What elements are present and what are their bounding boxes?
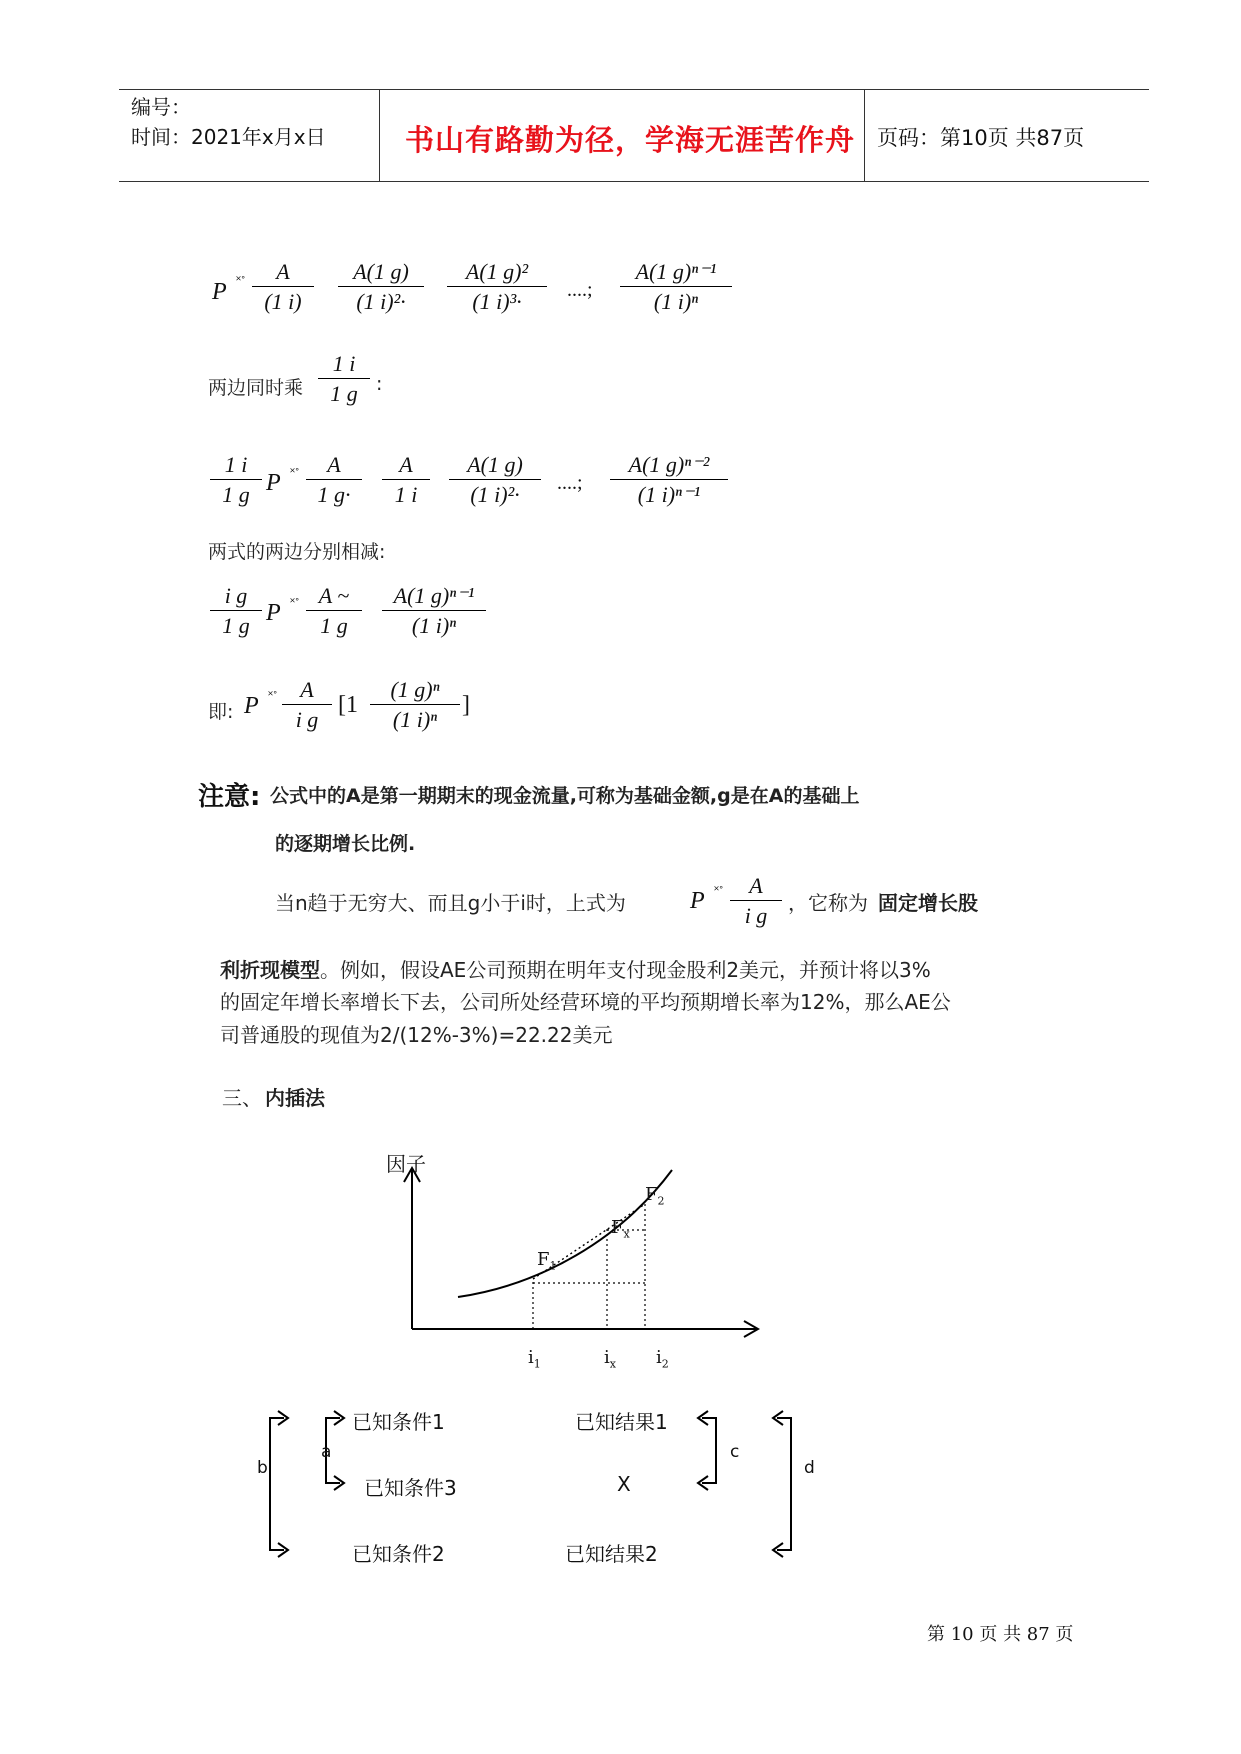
note-line-1: 公式中的A是第一期期末的现金流量,可称为基础金额,g是在A的基础上	[270, 785, 860, 807]
multiply-num: 1 i	[332, 351, 356, 376]
eq1-term4-num: A(1 g)ⁿ⁻¹	[635, 259, 717, 284]
eq2-pre-den: 1 g	[222, 482, 250, 507]
tick-i1-sub: 1	[533, 1357, 541, 1371]
eq2-lhs: P	[266, 470, 281, 496]
eq2-term4-den: (1 i)ⁿ⁻¹	[637, 482, 701, 507]
eq1-term2-num: A(1 g)	[353, 259, 409, 284]
eq4-equals: ˟˚	[268, 688, 278, 703]
header-time-label: 时间：2021年x月x日	[131, 125, 326, 149]
label-f2-main: F	[645, 1184, 658, 1205]
para-line-1a: 当n趋于无穷大、而且g小于i时，上式为	[275, 891, 626, 915]
para-bold-term-a: 固定增长股	[878, 891, 978, 915]
unknown-x: X	[617, 1472, 631, 1496]
multiply-den: 1 g	[330, 381, 358, 406]
tick-ix-main: i	[604, 1347, 610, 1368]
eq2-pre-num: 1 i	[224, 452, 248, 477]
label-b: b	[257, 1458, 268, 1478]
note-line-2: 的逐期增长比例.	[275, 833, 416, 855]
bracket-d	[777, 1418, 791, 1550]
multiply-label: 两边同时乘	[208, 377, 304, 399]
header-motto: 书山有路勤为径，学海无涯苦作舟	[405, 123, 856, 157]
label-f1-main: F	[537, 1249, 550, 1270]
eq4-bracket-close: ]	[462, 692, 470, 718]
multiply-colon: :	[376, 373, 383, 395]
note-label: 注意:	[198, 782, 261, 812]
tick-ix-sub: x	[609, 1357, 616, 1371]
label-fx-sub: x	[623, 1227, 630, 1241]
eq1-term1-den: (1 i)	[264, 289, 302, 314]
eq4-lhs: P	[244, 693, 259, 719]
bracket-c	[702, 1418, 716, 1483]
eq2-term1-num: A	[327, 452, 341, 477]
eq4-prefix: 即:	[208, 701, 234, 723]
chart-ylabel: 因子	[386, 1152, 426, 1176]
eq2-term3-den: (1 i)²·	[470, 482, 520, 507]
eq2-term2-num: A	[399, 452, 413, 477]
eq2-equals: ˟˚	[290, 465, 300, 480]
page-footer: 第 10 页 共 87 页	[927, 1624, 1074, 1645]
eq3-pre-den: 1 g	[222, 613, 250, 638]
eq1-term2-den: (1 i)²·	[356, 289, 406, 314]
eq1-term3-num: A(1 g)²	[465, 259, 529, 284]
para-formula-num: A	[749, 873, 763, 898]
para-formula-lhs: P	[690, 888, 705, 914]
eq2-ellipsis: ....;	[557, 472, 583, 494]
bracket-b	[270, 1418, 284, 1550]
eq4-frac1-den: i g	[295, 707, 319, 732]
para-formula-equals: ˟˚	[714, 883, 724, 898]
eq2-term2-den: 1 i	[394, 482, 418, 507]
eq1-term4-den: (1 i)ⁿ	[653, 289, 699, 314]
label-f2-sub: 2	[657, 1194, 665, 1208]
para-line-1b: ，它称为	[788, 891, 868, 915]
eq1-lhs: P	[212, 279, 227, 305]
eq4-bracket-open: [1	[338, 692, 358, 718]
eq3-pre-num: i g	[224, 583, 248, 608]
tick-i1-main: i	[528, 1347, 534, 1368]
eq2-term4-num: A(1 g)ⁿ⁻²	[628, 452, 710, 477]
eq3-term1-den: 1 g	[320, 613, 348, 638]
tick-i2-sub: 2	[661, 1357, 669, 1371]
eq1-term1-num: A	[276, 259, 290, 284]
para-line-4: 司普通股的现值为2/(12%-3%)=22.22美元	[220, 1023, 613, 1047]
label-a: a	[321, 1442, 332, 1462]
known-result-1: 已知结果1	[575, 1410, 668, 1434]
eq4-frac1-num: A	[300, 677, 314, 702]
eq1-term3-den: (1 i)³·	[472, 289, 522, 314]
label-fx-main: F	[611, 1217, 624, 1238]
subtract-label: 两式的两边分别相减:	[208, 541, 386, 563]
eq3-term1-num: A ~	[318, 583, 350, 608]
label-c: c	[730, 1442, 740, 1462]
known-condition-1: 已知条件1	[352, 1410, 445, 1434]
para-line-2: 。例如，假设AE公司预期在明年支付现金股利2美元，并预计将以3%	[320, 958, 931, 982]
eq1-ellipsis: ....;	[567, 279, 593, 301]
eq2-term1-den: 1 g·	[317, 482, 351, 507]
header-number-label: 编号：	[131, 95, 191, 119]
label-d: d	[804, 1458, 815, 1478]
eq3-lhs: P	[266, 600, 281, 626]
known-condition-3: 已知条件3	[364, 1476, 457, 1500]
eq4-frac2-den: (1 i)ⁿ	[392, 707, 438, 732]
eq2-term3-num: A(1 g)	[467, 452, 523, 477]
label-f1-sub: 1	[549, 1259, 557, 1273]
para-line-3: 的固定年增长率增长下去，公司所处经营环境的平均预期增长率为12%，那么AE公	[220, 990, 951, 1014]
header-page-info: 页码：第10页 共87页	[877, 126, 1085, 150]
eq3-term2-num: A(1 g)ⁿ⁻¹	[393, 583, 475, 608]
eq4-frac2-num: (1 g)ⁿ	[390, 677, 440, 702]
tick-i2-main: i	[656, 1347, 662, 1368]
section-title: 内插法	[265, 1086, 325, 1110]
para-bold-term-b: 利折现模型	[220, 958, 320, 982]
section-number: 三、	[222, 1086, 262, 1110]
eq1-equals: ˟˚	[236, 273, 246, 288]
eq3-equals: ˟˚	[290, 595, 300, 610]
known-result-2: 已知结果2	[565, 1542, 658, 1566]
para-formula-den: i g	[744, 903, 768, 928]
eq3-term2-den: (1 i)ⁿ	[411, 613, 457, 638]
known-condition-2: 已知条件2	[352, 1542, 445, 1566]
